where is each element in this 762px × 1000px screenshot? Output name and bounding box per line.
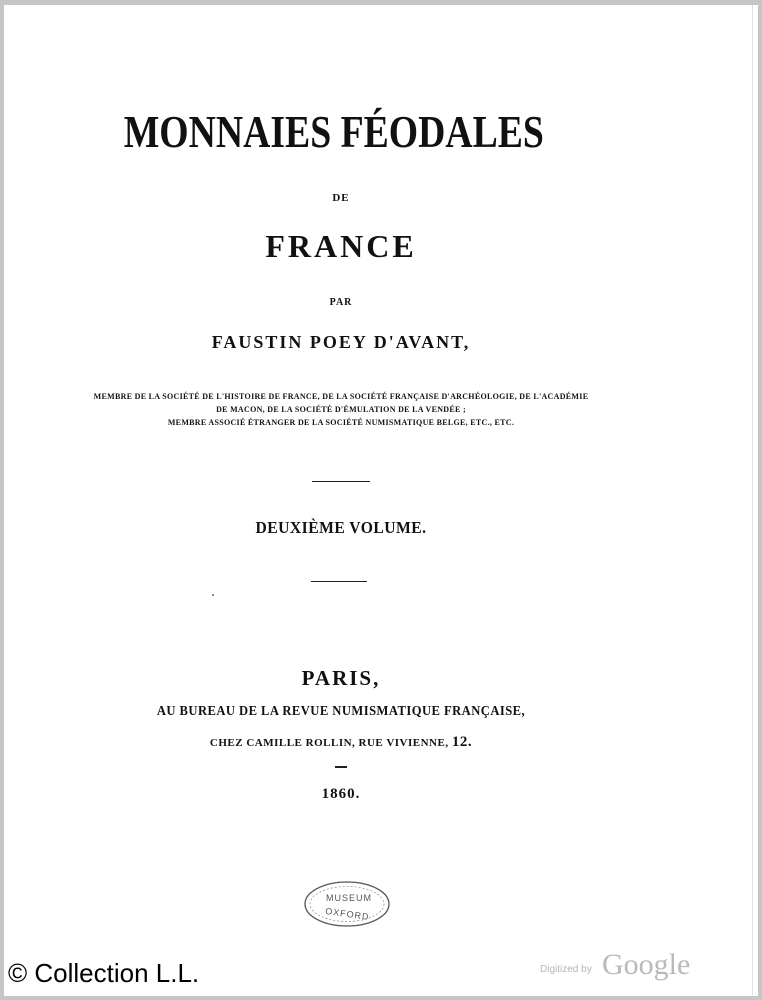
membership-line: MEMBRE ASSOCIÉ ÉTRANGER DE LA SOCIÉTÉ NUMISMATIQUE BELGE, ETC., ETC. bbox=[167, 418, 515, 427]
divider-rule bbox=[311, 581, 367, 582]
library-stamp bbox=[302, 878, 392, 930]
print-speck bbox=[212, 594, 214, 596]
publication-year: 1860. bbox=[321, 786, 361, 802]
membership-line: MEMBRE DE LA SOCIÉTÉ DE L'HISTOIRE DE FRANCE, DE LA SOCIÉTÉ FRANÇAISE D'ARCHÉOLOGIE, DE L'ACADÉMIE bbox=[93, 392, 589, 401]
author-name: FAUSTIN POEY D'AVANT, bbox=[211, 332, 471, 352]
publisher-address bbox=[0, 734, 722, 751]
right-edge-line bbox=[752, 5, 753, 995]
publisher-line: AU BUREAU DE LA REVUE NUMISMATIQUE FRANÇAISE, bbox=[156, 704, 526, 719]
short-dash bbox=[335, 766, 347, 768]
google-watermark: Google bbox=[602, 948, 691, 981]
copyright-watermark: © Collection L.L. bbox=[8, 958, 200, 988]
address-number: 12. bbox=[451, 734, 473, 750]
membership-line: DE MACON, DE LA SOCIÉTÉ D'ÉMULATION DE LA VENDÉE ; bbox=[216, 405, 466, 414]
volume-label: DEUXIÈME VOLUME. bbox=[255, 518, 427, 537]
connector-par: PAR bbox=[329, 297, 353, 308]
publication-city: PARIS, bbox=[301, 666, 381, 690]
address-text: CHEZ CAMILLE ROLLIN, RUE VIVIENNE, bbox=[209, 737, 449, 749]
stamp-oval bbox=[305, 882, 389, 926]
book-subtitle-country: FRANCE bbox=[265, 228, 417, 264]
connector-de: DE bbox=[332, 192, 350, 204]
divider-rule bbox=[312, 481, 370, 482]
stamp-top-text: MUSEUM bbox=[326, 893, 372, 903]
book-title: MONNAIES FÉODALES bbox=[123, 106, 544, 157]
digitized-by-label: Digitized by bbox=[540, 964, 592, 975]
stamp-bottom-text: OXFORD bbox=[324, 905, 371, 923]
